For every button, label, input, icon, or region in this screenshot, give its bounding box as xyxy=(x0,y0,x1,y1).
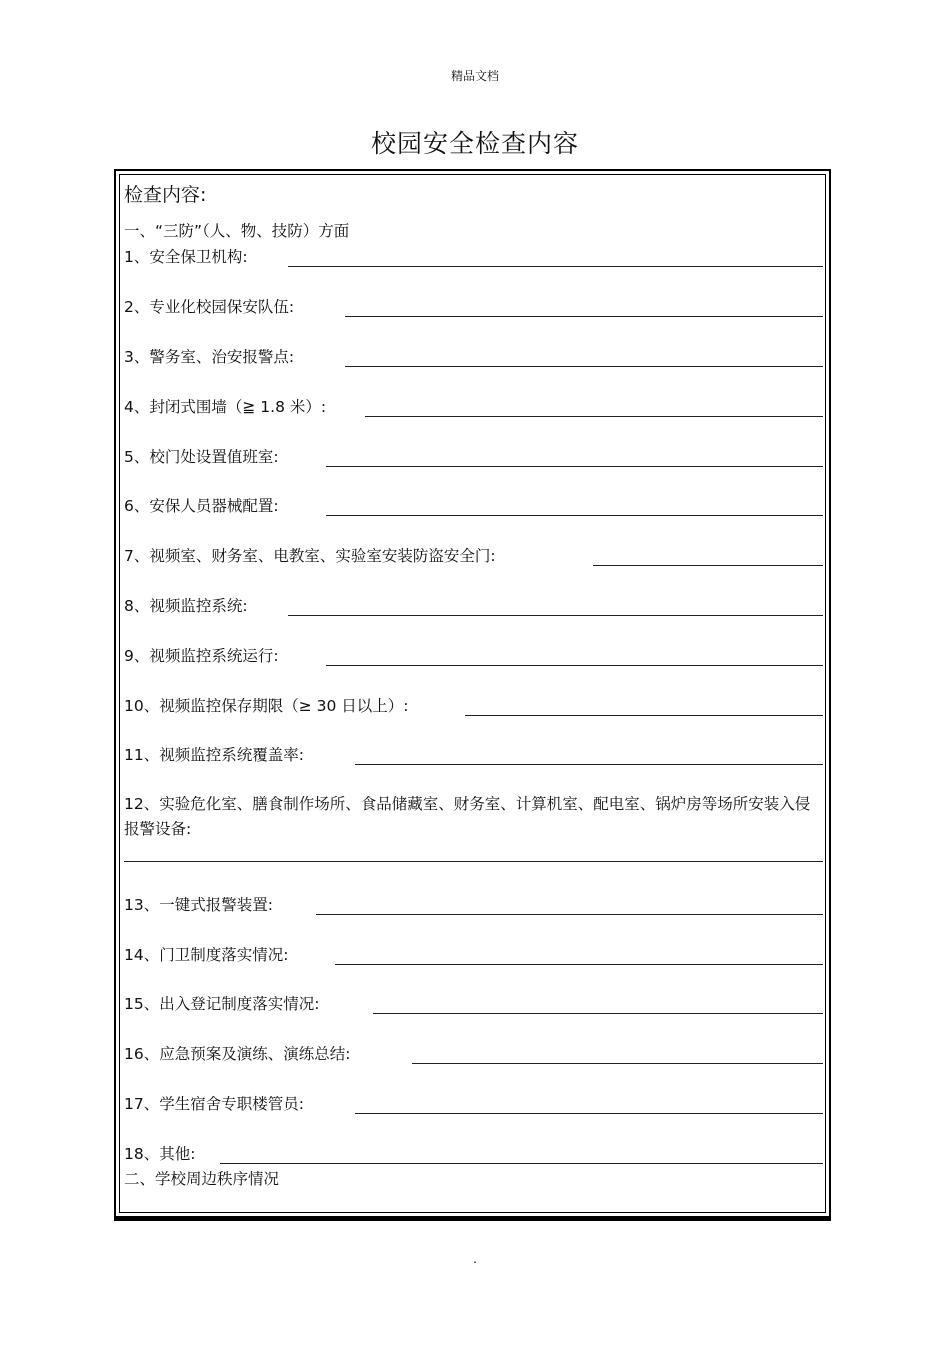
item-label: 10、视频监控保存期限（≥ 30 日以上）: xyxy=(124,697,409,715)
fill-in-line[interactable] xyxy=(326,515,823,516)
fill-in-line-12[interactable] xyxy=(124,861,823,862)
item-label: 8、视频监控系统: xyxy=(124,597,248,615)
fill-in-line[interactable] xyxy=(335,964,823,965)
item-label: 1、安全保卫机构: xyxy=(124,248,248,266)
fill-in-line[interactable] xyxy=(345,366,823,367)
item-label: 4、封闭式围墙（≧ 1.8 米）: xyxy=(124,398,327,416)
item-label: 17、学生宿舍专职楼管员: xyxy=(124,1095,304,1113)
form-item-3 xyxy=(124,345,823,371)
header-note: 精品文档 xyxy=(450,69,499,83)
item-label: 6、安保人员器械配置: xyxy=(124,497,279,515)
form-item-1 xyxy=(124,245,823,271)
fill-in-line[interactable] xyxy=(288,266,823,267)
form-item-9 xyxy=(124,644,823,670)
form-item-2 xyxy=(124,295,823,321)
form-item-11 xyxy=(124,743,823,769)
item-label: 3、警务室、治安报警点: xyxy=(124,348,295,366)
item-label: 2、专业化校园保安队伍: xyxy=(124,298,295,316)
form-item-15 xyxy=(124,992,823,1018)
fill-in-line[interactable] xyxy=(316,914,823,915)
form-item-6 xyxy=(124,494,823,520)
group-label-three-prevention: 一、“三防”（人、物、技防）方面 xyxy=(124,222,350,240)
form-item-7 xyxy=(124,544,823,570)
form-item-8 xyxy=(124,594,823,620)
fill-in-line[interactable] xyxy=(288,615,823,616)
fill-in-line[interactable] xyxy=(355,1113,823,1114)
form-item-13 xyxy=(124,893,823,919)
fill-in-line[interactable] xyxy=(220,1163,823,1164)
item-label: 12、实验危化室、膳食制作场所、食品储藏室、财务室、计算机室、配电室、锅炉房等场所安装入侵报警设备: xyxy=(124,795,811,838)
item-label: 11、视频监控系统覆盖率: xyxy=(124,746,304,764)
fill-in-line[interactable] xyxy=(345,316,823,317)
form-item-10 xyxy=(124,694,823,720)
fill-in-line[interactable] xyxy=(465,715,823,716)
form-item-18 xyxy=(124,1142,823,1168)
fill-in-line[interactable] xyxy=(355,764,823,765)
form-item-4 xyxy=(124,395,823,421)
item-label: 9、视频监控系统运行: xyxy=(124,647,279,665)
fill-in-line[interactable] xyxy=(326,665,823,666)
fill-in-line[interactable] xyxy=(412,1063,823,1064)
fill-in-line[interactable] xyxy=(326,466,823,467)
item-label: 5、校门处设置值班室: xyxy=(124,448,279,466)
fill-in-line[interactable] xyxy=(593,565,823,566)
item-label: 13、一键式报警装置: xyxy=(124,896,273,914)
form-item-12 xyxy=(124,792,824,842)
item-label: 15、出入登记制度落实情况: xyxy=(124,995,320,1013)
fill-in-line[interactable] xyxy=(373,1013,823,1014)
page-title: 校园安全检查内容 xyxy=(370,129,579,158)
item-label: 16、应急预案及演练、演练总结: xyxy=(124,1045,351,1063)
item-label: 7、视频室、财务室、电教室、实验室安装防盗安全门: xyxy=(124,547,496,565)
fill-in-line[interactable] xyxy=(365,416,823,417)
item-label: 18、其他: xyxy=(124,1145,196,1163)
form-item-17 xyxy=(124,1092,823,1118)
form-item-14 xyxy=(124,943,823,969)
section-label: 检查内容: xyxy=(124,184,207,206)
item-label: 14、门卫制度落实情况: xyxy=(124,946,289,964)
group-label-surroundings: 二、学校周边秩序情况 xyxy=(124,1170,280,1188)
footer-dot: . xyxy=(473,1252,477,1266)
form-item-16 xyxy=(124,1042,823,1068)
form-item-5 xyxy=(124,445,823,471)
